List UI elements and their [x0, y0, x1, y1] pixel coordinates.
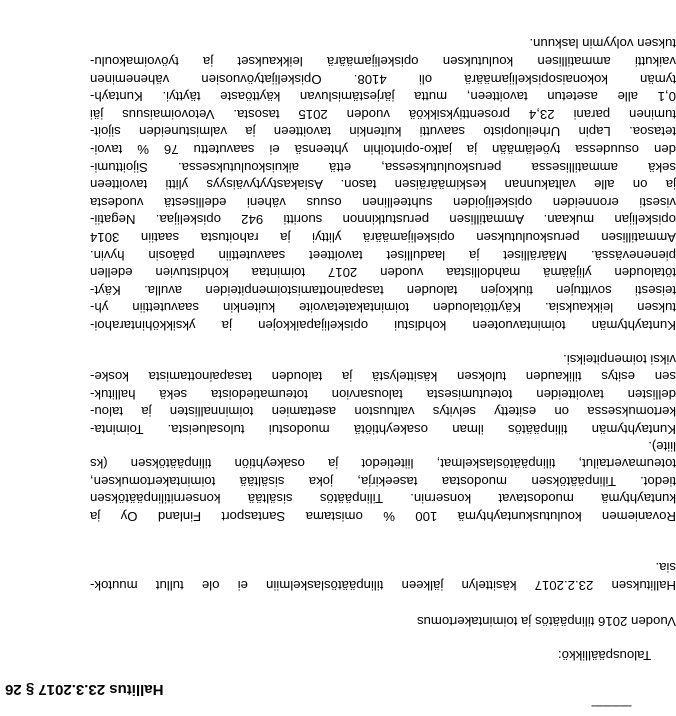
paragraph-line: tymän kokonaisopiskelijamäärä oli 4108. Opiskelijatyövuosien väheneminen	[90, 71, 676, 87]
paragraph-4	[90, 35, 676, 334]
paragraph-line: sia.	[655, 560, 676, 576]
paragraph-line: ja on alle valtakunnan keskimääräisen tason. Asiakastyytyväisyys ylitti tavoitteen	[90, 177, 676, 193]
paragraph-line: opiskelijan mukaan. Ammatillisen perustutkinnon suoritti 942 opiskelijaa. Negatii-	[90, 212, 676, 228]
paragraph-line: vaikutti ammatillisen koulutuksen opiskelijamäärä leikkaukset ja työvoimakoulu-	[90, 54, 676, 70]
paragraph-line: 0,1 alle asetetun tavoitteen, mutta järjestämisluvan käyttöaste täyttyi. Kuntayh-	[90, 89, 676, 105]
paragraph-line: kuntayhtymä muodostavat konsernin. Tilinpäätös sisältää konsernitilinpäätöksen	[90, 491, 676, 507]
paragraph-line: tötalouden ylijäämä mahdollistaa vuoden 2017 toimintaa kohdistuvien edellen	[90, 265, 676, 281]
paragraph-line: pienenevässä. Määrälliset ja laadulliset tavoitteet saavutettiin pääosin hyvin.	[90, 247, 676, 263]
paragraph-line: sen esitys tilikauden tuloksen käsittelystä ja talouden tasapainottamista koske-	[90, 369, 676, 385]
paragraph-line: Kuntayhtymän toimintavuoteen kohdistui opiskelijapaikkojen ja yksikköhintarahoi-	[90, 318, 676, 333]
document-title-block	[90, 612, 676, 630]
paragraph-line: liite).	[648, 438, 676, 454]
meeting-heading: Hallitus 23.3.2017 § 26	[5, 681, 164, 698]
paragraph-line: toteumavertailut, tilinpäätöslaskelmat, liitetiedot ja osakeyhtiön tilinpäätöksen (ks	[90, 456, 676, 472]
paragraph-line: tuksen leikkauksia. Käyttötalouden toimintakatetavoite kuitenkin saavutettiin yh-	[90, 300, 676, 316]
paragraph-line: teisesti sovittujen tiukkojen talouden tasapainottamistoimenpiteiden avulla. Käyt-	[90, 282, 676, 298]
paragraph-line: sekä ammatillisessa peruskoulutuksessa, että aikuiskoulutuksessa. Sijoittumi-	[90, 159, 676, 175]
paragraph-2	[90, 437, 676, 525]
paragraph-line: visesti eronneiden opiskelijoiden suhteellinen osuus väheni edellisestä vuodesta	[90, 194, 676, 210]
paragraph-3	[90, 350, 676, 438]
paragraph-line: tetasoa. Lapin Urheiluopisto saavutti kuitenkin tavoitteen ja valmistuneiden sijoit-	[90, 124, 676, 140]
paragraph-1	[90, 559, 676, 594]
separator-rule: ---------------	[592, 700, 632, 712]
paragraph-line: dellisten tavoitteiden toteutumisesta talousarvion toteumatiedoista sekä hallituk-	[90, 386, 676, 402]
paragraph-line: Ammatillisen peruskoulutuksen opiskelijamäärä ylittyi ja rahoitusta saatiin 3014	[90, 230, 676, 246]
section-label: Talouspäällikkö:	[558, 648, 652, 663]
document-title: Vuoden 2016 tilinpäätös ja toimintakertomus	[416, 614, 676, 629]
paragraph-line: Rovaniemen koulutuskuntayhtymä 100 % omistama Santasport Finland Oy ja	[90, 509, 676, 524]
paragraph-line: viksi toimenpiteiksi.	[563, 351, 676, 367]
paragraph-line: Kuntayhtymän tilinpäätös ilman osakeyhtiötä muodostui tulosalueista. Toiminta-	[90, 422, 676, 437]
paragraph-line: tiedot. Tilinpäätöksen muodostaa taseekirja, joka sisältää toimintakertomuksen,	[90, 473, 676, 489]
paragraph-line: Hallituksen 23.2.2017 käsittelyn jälkeen tilinpäätöslaskelmiin ei ole tullut muutok-	[90, 578, 676, 593]
paragraph-line: tuminen parani 23,4 prosenttiyksikköä vuoden 2015 tasosta. Vetovoimaisuus jäi	[90, 106, 676, 122]
paragraph-line: den osuudessa työelämään ja jatko-opintoihin yhteensä ei saavutettu 76 % tavoi-	[90, 142, 676, 158]
paragraph-line: kertomuksessa on esitetty selvitys valtuuston asettamien toiminnallisten ja talou-	[90, 404, 676, 420]
paragraph-line: tuksen volyymin laskuun.	[529, 36, 676, 52]
